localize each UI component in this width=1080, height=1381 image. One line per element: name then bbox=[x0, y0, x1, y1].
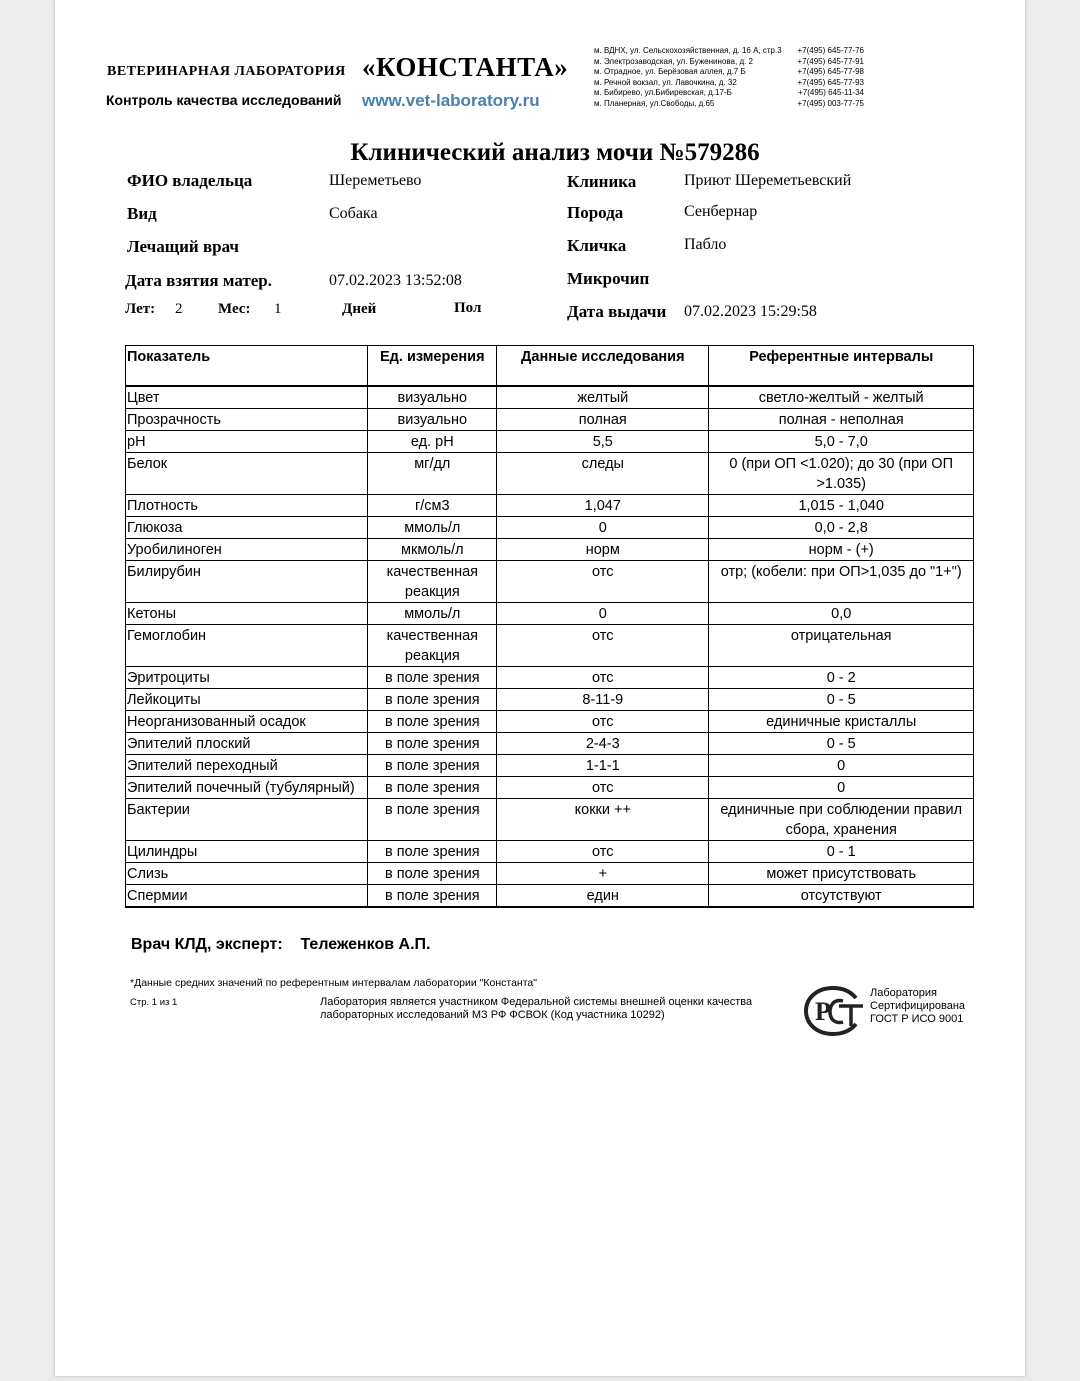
cell-parameter: Лейкоциты bbox=[126, 689, 368, 711]
table-row bbox=[126, 625, 974, 667]
nickname-label: Кличка bbox=[567, 236, 627, 255]
table-row bbox=[126, 409, 974, 431]
cell-reference: отр; (кобели: при ОП>1,035 до "1+") bbox=[709, 561, 974, 603]
address-text: м. Отрадное, ул. Берёзовая аллея, д.7 Б bbox=[594, 67, 746, 76]
cell-result: отс bbox=[497, 777, 709, 799]
lab-subtitle: Контроль качества исследований bbox=[106, 92, 342, 108]
sample-date-value: 07.02.2023 13:52:08 bbox=[329, 272, 462, 289]
cell-result: + bbox=[497, 863, 709, 885]
cell-unit: в поле зрения bbox=[368, 689, 497, 711]
address-text: м. Речной вокзал, ул. Лавочкина, д. 32 bbox=[594, 77, 737, 87]
cell-unit: качественная реакция bbox=[368, 561, 497, 603]
cell-result: 5,5 bbox=[497, 431, 709, 453]
table-row bbox=[126, 495, 974, 517]
cell-unit: в поле зрения bbox=[368, 777, 497, 799]
address-row bbox=[594, 57, 864, 68]
cell-parameter: Цвет bbox=[126, 386, 368, 409]
table-row bbox=[126, 689, 974, 711]
cell-result: норм bbox=[497, 539, 709, 561]
fsvok-notice: Лаборатория является участником Федеральной системы внешней оценки качества лабораторных исследований МЗ РФ ФСВОК (Код участника 10292) bbox=[320, 996, 753, 1021]
cell-result: 8-11-9 bbox=[497, 689, 709, 711]
cert-line-2: Сертифицирована bbox=[870, 1000, 966, 1012]
clinic-value: Приют Шереметьевский bbox=[684, 172, 852, 189]
address-text: м. Электрозаводская, ул. Буженинова, д. 2 bbox=[594, 56, 754, 66]
table-row bbox=[126, 431, 974, 453]
table-row bbox=[126, 733, 974, 755]
sex-label: Пол bbox=[454, 300, 482, 316]
cell-result: 0 bbox=[497, 517, 709, 539]
cell-parameter: Цилиндры bbox=[126, 841, 368, 863]
breed-label: Порода bbox=[567, 203, 624, 222]
years-label: Лет: bbox=[125, 301, 156, 317]
address-phone: +7(495) 003-77-75 bbox=[797, 98, 864, 108]
cell-reference: 0 (при ОП <1.020); до 30 (при ОП >1.035) bbox=[709, 453, 974, 495]
cell-parameter: Бактерии bbox=[126, 799, 368, 841]
cell-parameter: pH bbox=[126, 431, 368, 453]
issue-date-value: 07.02.2023 15:29:58 bbox=[684, 303, 817, 320]
cell-parameter: Эпителий почечный (тубулярный) bbox=[126, 777, 368, 799]
cell-parameter: Спермии bbox=[126, 885, 368, 908]
header-result: Данные исследования bbox=[497, 346, 709, 387]
table-header-row bbox=[126, 346, 974, 387]
table-row bbox=[126, 777, 974, 799]
cell-result: следы bbox=[497, 453, 709, 495]
table-row bbox=[126, 841, 974, 863]
cell-reference: светло-желтый - желтый bbox=[709, 386, 974, 409]
lab-doctor-label: Врач КЛД, эксперт: bbox=[131, 936, 283, 953]
table-row bbox=[126, 561, 974, 603]
cell-reference: 0 - 5 bbox=[709, 733, 974, 755]
cell-reference: 1,015 - 1,040 bbox=[709, 495, 974, 517]
cell-result: отс bbox=[497, 667, 709, 689]
sample-date-label: Дата взятия матер. bbox=[125, 271, 272, 290]
cell-unit: в поле зрения bbox=[368, 885, 497, 908]
nickname-value: Пабло bbox=[684, 236, 727, 253]
table-row bbox=[126, 885, 974, 908]
cell-reference: 5,0 - 7,0 bbox=[709, 431, 974, 453]
lab-website: www.vet-laboratory.ru bbox=[362, 91, 540, 110]
cell-unit: ммоль/л bbox=[368, 517, 497, 539]
results-table bbox=[125, 345, 974, 908]
document-page bbox=[55, 0, 1025, 1376]
cell-unit: мкмоль/л bbox=[368, 539, 497, 561]
owner-label: ФИО владельца bbox=[127, 171, 253, 190]
months-label: Мес: bbox=[218, 301, 251, 317]
page-number: Стр. 1 из 1 bbox=[130, 997, 178, 1008]
address-list bbox=[594, 46, 864, 109]
address-row bbox=[594, 99, 864, 110]
cell-parameter: Билирубин bbox=[126, 561, 368, 603]
cell-result: кокки ++ bbox=[497, 799, 709, 841]
address-phone: +7(495) 645-77-91 bbox=[797, 56, 864, 66]
cell-unit: визуально bbox=[368, 409, 497, 431]
cell-result: един bbox=[497, 885, 709, 908]
lab-doctor-signature bbox=[131, 936, 430, 954]
table-row bbox=[126, 863, 974, 885]
table-row bbox=[126, 603, 974, 625]
cell-unit: в поле зрения bbox=[368, 667, 497, 689]
cell-parameter: Слизь bbox=[126, 863, 368, 885]
cell-result: полная bbox=[497, 409, 709, 431]
address-phone: +7(495) 645-77-76 bbox=[797, 46, 864, 55]
cell-reference: 0,0 bbox=[709, 603, 974, 625]
table-row bbox=[126, 711, 974, 733]
address-phone: +7(495) 645-77-98 bbox=[797, 67, 864, 76]
cell-unit: в поле зрения bbox=[368, 755, 497, 777]
species-label: Вид bbox=[127, 204, 157, 223]
address-row bbox=[594, 88, 864, 99]
cert-line-1: Лаборатория bbox=[870, 987, 937, 999]
cell-reference: может присутствовать bbox=[709, 863, 974, 885]
breed-value: Сенбернар bbox=[684, 203, 758, 220]
cell-unit: качественная реакция bbox=[368, 625, 497, 667]
header-reference: Референтные интервалы bbox=[709, 346, 974, 387]
lab-doctor-name: Тележенков А.П. bbox=[300, 936, 431, 953]
cell-result: отс bbox=[497, 561, 709, 603]
cell-parameter: Гемоглобин bbox=[126, 625, 368, 667]
cell-reference: 0 - 5 bbox=[709, 689, 974, 711]
cell-result: желтый bbox=[497, 386, 709, 409]
microchip-label: Микрочип bbox=[567, 269, 650, 288]
cert-line-3: ГОСТ Р ИСО 9001 bbox=[870, 1013, 964, 1025]
address-row bbox=[594, 78, 864, 89]
cell-parameter: Плотность bbox=[126, 495, 368, 517]
table-row bbox=[126, 539, 974, 561]
address-text: м. Бибирево, ул.Бибиревская, д.17-Б bbox=[594, 88, 732, 97]
svg-text:Р: Р bbox=[815, 997, 831, 1026]
table-row bbox=[126, 667, 974, 689]
header-unit: Ед. измерения bbox=[368, 346, 497, 387]
document-title: Клинический анализ мочи №579286 bbox=[350, 139, 760, 166]
cell-result: отс bbox=[497, 711, 709, 733]
clinic-label: Клиника bbox=[567, 172, 637, 191]
address-phone: +7(495) 645-11-34 bbox=[798, 88, 864, 97]
cell-unit: г/см3 bbox=[368, 495, 497, 517]
address-text: м. ВДНХ, ул. Сельскохозяйственная, д. 16 А, стр.3 bbox=[594, 46, 782, 55]
table-row bbox=[126, 517, 974, 539]
cell-unit: в поле зрения bbox=[368, 711, 497, 733]
cell-reference: единичные кристаллы bbox=[709, 711, 974, 733]
cell-result: отс bbox=[497, 625, 709, 667]
address-phone: +7(495) 645-77-93 bbox=[797, 77, 864, 87]
cell-unit: ед. pH bbox=[368, 431, 497, 453]
cell-parameter: Эритроциты bbox=[126, 667, 368, 689]
cell-unit: в поле зрения bbox=[368, 863, 497, 885]
cell-parameter: Уробилиноген bbox=[126, 539, 368, 561]
address-row bbox=[594, 46, 864, 57]
cell-unit: в поле зрения bbox=[368, 733, 497, 755]
cell-reference: 0 bbox=[709, 777, 974, 799]
cell-reference: 0,0 - 2,8 bbox=[709, 517, 974, 539]
cell-unit: визуально bbox=[368, 386, 497, 409]
footnote: *Данные средних значений по референтным интервалам лаборатории "Константа" bbox=[130, 977, 537, 989]
cell-reference: полная - неполная bbox=[709, 409, 974, 431]
table-row bbox=[126, 453, 974, 495]
header-parameter: Показатель bbox=[126, 346, 368, 387]
cell-reference: норм - (+) bbox=[709, 539, 974, 561]
cell-parameter: Прозрачность bbox=[126, 409, 368, 431]
species-value: Собака bbox=[329, 205, 378, 222]
days-label: Дней bbox=[342, 301, 377, 317]
table-row bbox=[126, 755, 974, 777]
cell-reference: отрицательная bbox=[709, 625, 974, 667]
cell-reference: 0 - 2 bbox=[709, 667, 974, 689]
address-text: м. Планерная, ул.Свободы, д.65 bbox=[594, 98, 715, 108]
attending-doctor-label: Лечащий врач bbox=[127, 237, 239, 256]
cell-unit: в поле зрения bbox=[368, 799, 497, 841]
certification-mark-icon bbox=[803, 985, 865, 1037]
cell-parameter: Глюкоза bbox=[126, 517, 368, 539]
cell-unit: ммоль/л bbox=[368, 603, 497, 625]
cell-result: 0 bbox=[497, 603, 709, 625]
issue-date-label: Дата выдачи bbox=[567, 302, 667, 321]
cell-parameter: Эпителий переходный bbox=[126, 755, 368, 777]
cell-reference: 0 - 1 bbox=[709, 841, 974, 863]
cell-parameter: Кетоны bbox=[126, 603, 368, 625]
cell-result: 1-1-1 bbox=[497, 755, 709, 777]
cell-result: 2-4-3 bbox=[497, 733, 709, 755]
years-value: 2 bbox=[175, 301, 183, 317]
certification-text bbox=[870, 987, 965, 1026]
lab-name: ВЕТЕРИНАРНАЯ ЛАБОРАТОРИЯ bbox=[107, 64, 346, 79]
cell-parameter: Эпителий плоский bbox=[126, 733, 368, 755]
table-row bbox=[126, 799, 974, 841]
cell-reference: отсутствуют bbox=[709, 885, 974, 908]
cell-result: 1,047 bbox=[497, 495, 709, 517]
lab-brand: «КОНСТАНТА» bbox=[362, 52, 569, 82]
months-value: 1 bbox=[274, 301, 282, 317]
address-row bbox=[594, 67, 864, 78]
cell-reference: 0 bbox=[709, 755, 974, 777]
cell-parameter: Белок bbox=[126, 453, 368, 495]
cell-reference: единичные при соблюдении правил сбора, хранения bbox=[709, 799, 974, 841]
cell-unit: мг/дл bbox=[368, 453, 497, 495]
cell-result: отс bbox=[497, 841, 709, 863]
cell-parameter: Неорганизованный осадок bbox=[126, 711, 368, 733]
table-row bbox=[126, 386, 974, 409]
owner-value: Шереметьево bbox=[329, 172, 422, 189]
cell-unit: в поле зрения bbox=[368, 841, 497, 863]
